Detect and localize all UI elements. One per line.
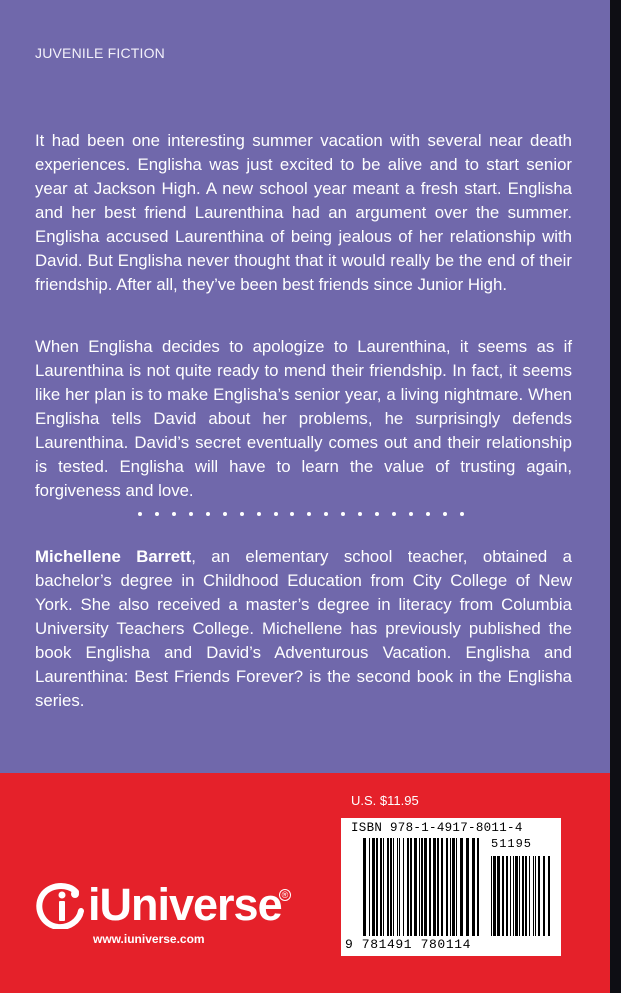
author-bio-text: , an elementary school teacher, obtained a bachelor’s degree in Childhood Education from City College of New York. She also received a master’s degree in literacy from Columbia University Teachers College. Michellene has previously published the book Englisha and David’s Adventurous Vacation. Englisha and Laurenthina: Best Friends Forever? is the second book in the Englisha series. <box>35 547 572 710</box>
isbn-addon-number: 51195 <box>491 837 533 851</box>
barcode-bars <box>341 818 561 956</box>
description-paragraph-2: When Englisha decides to apologize to Laurenthina, it seems as if Laurenthina is not quite ready to mend their friendship. In fact, it seems like her plan is to make Englisha’s senior year, a living nightmare. When Englisha tells David about her problems, he surprisingly defends Laurenthina. David’s secret eventually comes out and their relationship is tested. Englisha will have to learn the value of trusting again, forgiveness and love. <box>35 337 572 500</box>
isbn-barcode <box>341 818 561 956</box>
separator-dots <box>138 512 464 516</box>
iuniverse-swirl-icon <box>36 883 86 929</box>
publisher-url: www.iuniverse.com <box>93 932 205 946</box>
footer-band <box>0 773 610 993</box>
author-bio <box>35 545 572 713</box>
description-paragraph-1: It had been one interesting summer vacation with several near death experiences. Englisha was just excited to be alive and to start senior year at Jackson High. A new school year meant a fresh start. Englisha and her best friend Laurenthina had an argument over the summer. Englisha accused Laurenthina of being jealous of her relationship with David. But Englisha never thought that it would really be the end of their friendship. After all, they’ve been best friends since Junior High. <box>35 131 572 294</box>
publisher-logo <box>36 877 296 957</box>
isbn-label: ISBN 978-1-4917-8011-4 <box>351 821 523 835</box>
publisher-name: iUniverse <box>88 879 282 930</box>
author-name: Michellene Barrett <box>35 547 192 566</box>
spine-edge <box>610 0 621 993</box>
registered-mark: ® <box>279 889 291 901</box>
price-label: U.S. $11.95 <box>351 793 419 808</box>
category-label: JUVENILE FICTION <box>35 45 165 61</box>
isbn-digits: 9 781491 780114 <box>345 937 472 952</box>
